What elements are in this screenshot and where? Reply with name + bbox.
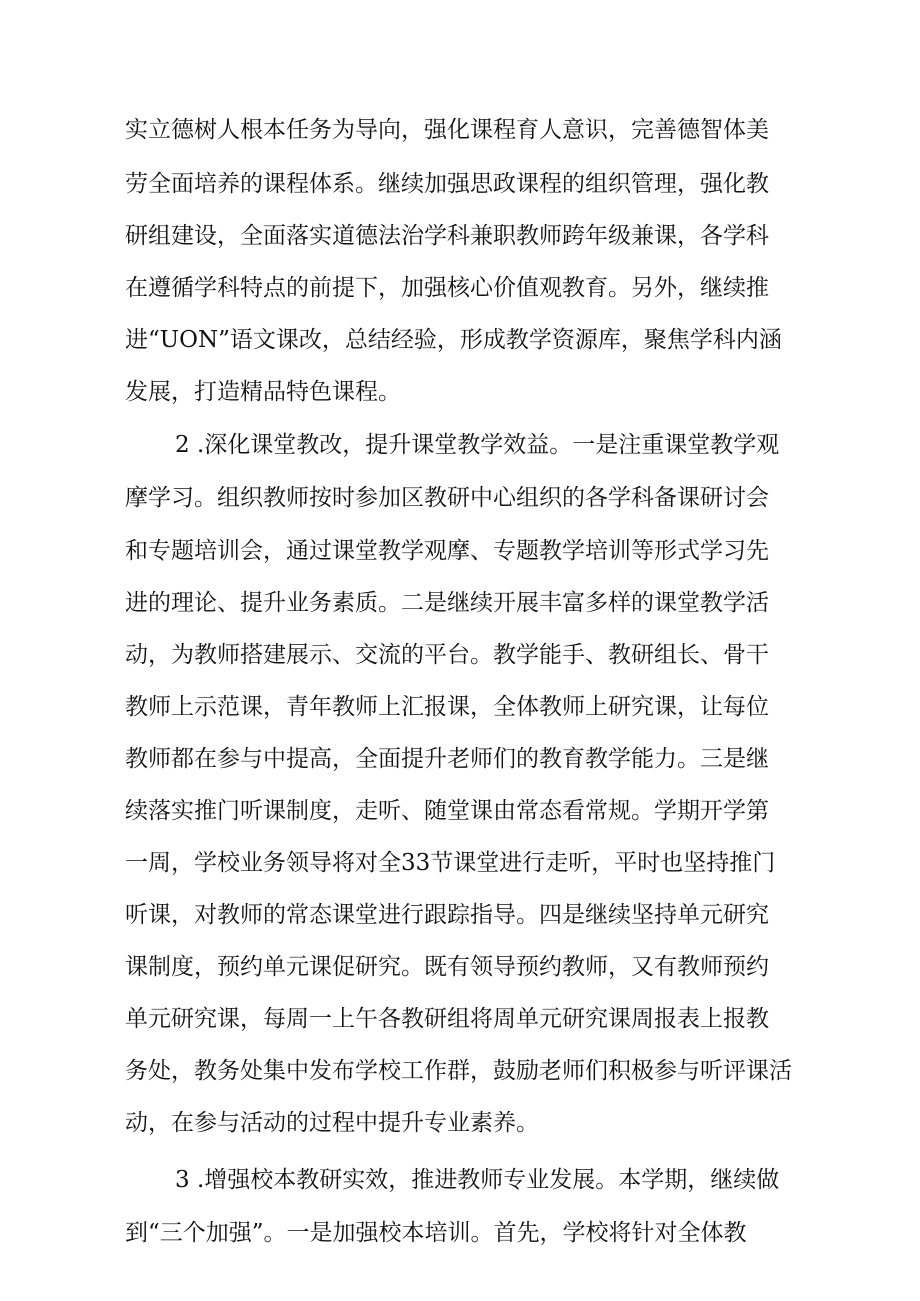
text-line: 在遵循学科特点的前提下，加强核心价值观教育。另外，继续推 <box>125 275 769 301</box>
text-line: 到“三个加强”。一是加强校本培训。首先，学校将针对全体教 <box>125 1220 747 1246</box>
text-line: 动，为教师搭建展示、交流的平台。教学能手、教研组长、骨干 <box>125 642 769 668</box>
text-line: 教师都在参与中提高，全面提升老师们的教育教学能力。三是继 <box>125 746 769 772</box>
text-line: 动，在参与活动的过程中提升专业素养。 <box>125 1110 539 1136</box>
text-line: 实立德树人根本任务为导向，强化课程育人意识，完善德智体美 <box>125 117 769 143</box>
text-line: 教师上示范课，青年教师上汇报课，全体教师上研究课，让每位 <box>125 694 769 720</box>
text-line: 研组建设，全面落实道德法治学科兼职教师跨年级兼课，各学科 <box>125 223 769 249</box>
text-line: 听课，对教师的常态课堂进行跟踪指导。四是继续坚持单元研究 <box>125 902 769 928</box>
text-line: 进“UON”语文课改，总结经验，形成教学资源库，聚焦学科内涵 <box>125 327 782 353</box>
text-line: 发展，打造精品特色课程。 <box>125 379 401 405</box>
paragraph-first-line: 2 .深化课堂教改，提升课堂教学效益。一是注重课堂教学观 <box>175 432 780 458</box>
text-line: 务处，教务处集中发布学校工作群，鼓励老师们积极参与听评课活 <box>125 1058 792 1084</box>
text-line: 劳全面培养的课程体系。继续加强思政课程的组织管理，强化教 <box>125 171 769 197</box>
paragraph-first-line: 3 .增强校本教研实效，推进教师专业发展。本学期，继续做 <box>175 1167 780 1193</box>
text-line: 摩学习。组织教师按时参加区教研中心组织的各学科备课研讨会 <box>125 485 769 511</box>
text-line: 一周，学校业务领导将对全33节课堂进行走听，平时也坚持推门 <box>125 850 776 876</box>
text-line: 和专题培训会，通过课堂教学观摩、专题教学培训等形式学习先 <box>125 538 769 564</box>
text-line: 进的理论、提升业务素质。二是继续开展丰富多样的课堂教学活 <box>125 590 769 616</box>
text-line: 单元研究课，每周一上午各教研组将周单元研究课周报表上报教 <box>125 1006 769 1032</box>
text-line: 课制度，预约单元课促研究。既有领导预约教师，又有教师预约 <box>125 954 769 980</box>
text-line: 续落实推门听课制度，走听、随堂课由常态看常规。学期开学第 <box>125 798 769 824</box>
